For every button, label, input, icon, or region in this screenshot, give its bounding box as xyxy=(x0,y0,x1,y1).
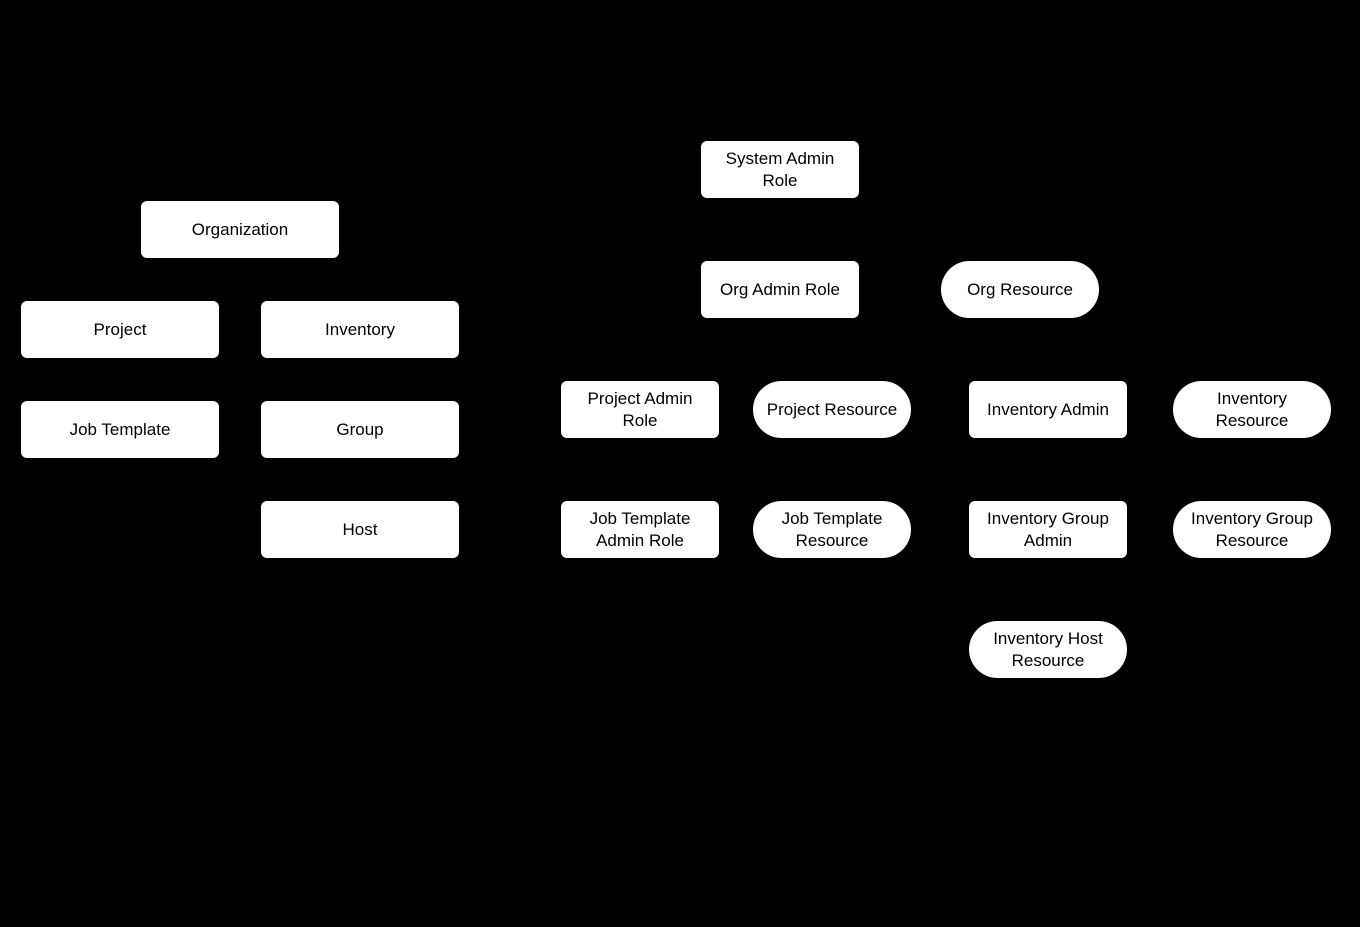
node-label: Org Admin Role xyxy=(720,279,840,299)
node-org-resource xyxy=(941,261,1099,318)
node-label: Host xyxy=(342,519,378,539)
node-inventory-admin xyxy=(969,381,1127,438)
node-inventory-resource xyxy=(1173,381,1331,438)
node-label: Job Template xyxy=(69,419,171,439)
node-label: Inventory Host Resource xyxy=(993,628,1103,670)
node-org-admin-role xyxy=(701,261,859,318)
node-label: Inventory Resource xyxy=(1215,388,1289,430)
node-project xyxy=(21,301,219,358)
node-label: Organization xyxy=(191,219,289,239)
node-job-template xyxy=(21,401,219,458)
node-label: Org Resource xyxy=(967,279,1073,299)
node-label: Project Admin Role xyxy=(587,388,693,430)
node-group xyxy=(261,401,459,458)
node-project-resource xyxy=(753,381,911,438)
node-system-admin-role xyxy=(701,141,859,198)
node-label: Inventory Group Admin xyxy=(987,508,1109,550)
node-job-template-admin-role xyxy=(561,501,719,558)
node-inventory-group-resource xyxy=(1173,501,1331,558)
node-label: Inventory Group Resource xyxy=(1191,508,1313,550)
node-job-template-resource xyxy=(753,501,911,558)
node-label: Project Resource xyxy=(766,399,898,419)
node-inventory-group-admin xyxy=(969,501,1127,558)
node-organization xyxy=(141,201,339,258)
node-project-admin-role xyxy=(561,381,719,438)
node-label: System Admin Role xyxy=(725,148,835,190)
node-inventory xyxy=(261,301,459,358)
node-host xyxy=(261,501,459,558)
node-label: Group xyxy=(336,419,384,439)
node-inventory-host-resource xyxy=(969,621,1127,678)
node-label: Job Template Resource xyxy=(781,508,883,550)
node-label: Inventory xyxy=(325,319,395,339)
node-label: Job Template Admin Role xyxy=(589,508,691,550)
node-label: Project xyxy=(93,319,147,339)
node-label: Inventory Admin xyxy=(987,399,1109,419)
